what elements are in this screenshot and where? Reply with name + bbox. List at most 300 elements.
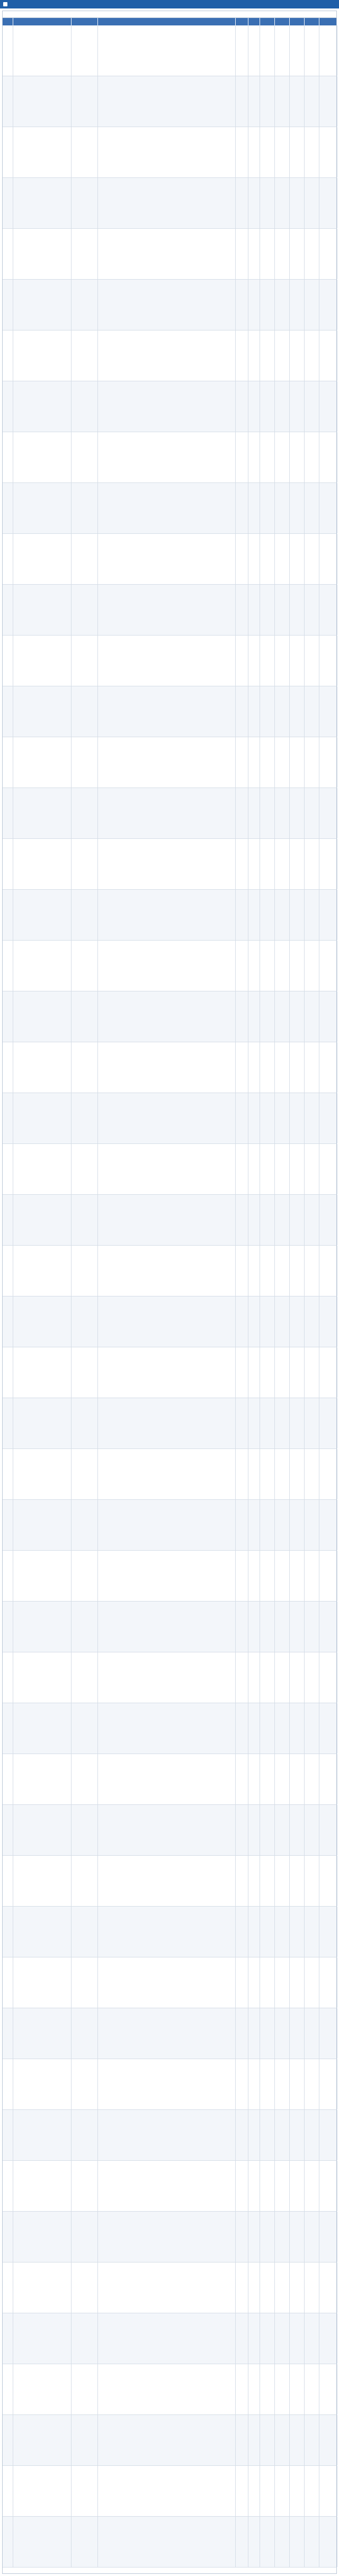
table-cell [305, 229, 319, 279]
table-cell [72, 2313, 98, 2364]
table-cell [275, 2161, 290, 2211]
column-header-5 [236, 18, 248, 25]
table-cell [3, 1246, 13, 1296]
table-cell [236, 2466, 248, 2516]
table-cell [305, 2466, 319, 2516]
table-cell [319, 2161, 337, 2211]
table-cell [248, 2059, 260, 2109]
table-cell [290, 178, 305, 228]
table-cell [13, 1500, 72, 1550]
table-cell [260, 788, 275, 838]
table-cell [13, 2466, 72, 2516]
table-cell [319, 1754, 337, 1804]
table-cell [248, 991, 260, 1042]
table-cell [290, 1195, 305, 1245]
table-cell [248, 1957, 260, 2008]
table-cell [275, 381, 290, 432]
table-cell [248, 330, 260, 381]
table-cell [275, 432, 290, 482]
table-cell [305, 585, 319, 635]
table-cell [3, 1754, 13, 1804]
table-cell [260, 1195, 275, 1245]
table-cell [290, 2008, 305, 2059]
table-cell [305, 788, 319, 838]
table-cell [248, 1754, 260, 1804]
table-row [3, 636, 336, 686]
table-cell [319, 686, 337, 737]
table-cell [13, 1856, 72, 1906]
table-cell [98, 1551, 236, 1601]
table-cell [290, 534, 305, 584]
table-cell [260, 1398, 275, 1448]
column-header-9 [290, 18, 305, 25]
table-cell [275, 1957, 290, 2008]
table-cell [290, 636, 305, 686]
table-cell [3, 1042, 13, 1093]
table-cell [260, 2466, 275, 2516]
table-cell [98, 1602, 236, 1652]
table-cell [72, 1907, 98, 1957]
table-cell [3, 2517, 13, 2567]
table-cell [236, 1754, 248, 1804]
table-cell [275, 636, 290, 686]
table-cell [236, 788, 248, 838]
table-cell [260, 229, 275, 279]
table-cell [275, 76, 290, 127]
table-cell [319, 1398, 337, 1448]
table-cell [319, 1093, 337, 1143]
table-cell [248, 1398, 260, 1448]
table-cell [275, 229, 290, 279]
table-cell [98, 1957, 236, 2008]
table-cell [305, 330, 319, 381]
table-row [3, 585, 336, 636]
table-cell [248, 1042, 260, 1093]
table-cell [98, 1042, 236, 1093]
table-cell [3, 941, 13, 991]
table-cell [248, 1296, 260, 1347]
table-cell [72, 2161, 98, 2211]
table-cell [72, 127, 98, 177]
table-cell [13, 2161, 72, 2211]
column-header-7 [260, 18, 275, 25]
table-cell [319, 2415, 337, 2465]
table-cell [3, 737, 13, 788]
table-cell [319, 737, 337, 788]
table-cell [260, 839, 275, 889]
table-cell [290, 2059, 305, 2109]
table-cell [290, 432, 305, 482]
table-cell [305, 432, 319, 482]
table-cell [236, 1195, 248, 1245]
table-cell [13, 2364, 72, 2414]
table-cell [3, 2262, 13, 2313]
table-cell [236, 25, 248, 76]
table-cell [260, 2313, 275, 2364]
table-row [3, 737, 336, 788]
table-row [3, 890, 336, 941]
table-cell [72, 330, 98, 381]
table-cell [248, 788, 260, 838]
table-cell [13, 1703, 72, 1754]
table-cell [98, 178, 236, 228]
table-cell [98, 2008, 236, 2059]
table-cell [3, 2364, 13, 2414]
table-cell [72, 686, 98, 737]
table-cell [319, 2110, 337, 2160]
table-cell [248, 280, 260, 330]
table-cell [319, 1195, 337, 1245]
table-cell [305, 839, 319, 889]
table-cell [319, 2313, 337, 2364]
table-cell [260, 1551, 275, 1601]
table-cell [236, 1805, 248, 1855]
table-cell [275, 330, 290, 381]
table-cell [236, 2161, 248, 2211]
column-header-2 [13, 18, 72, 25]
table-cell [13, 534, 72, 584]
table-cell [260, 2110, 275, 2160]
table-cell [3, 178, 13, 228]
table-cell [236, 1246, 248, 1296]
table-cell [305, 2110, 319, 2160]
table-cell [319, 788, 337, 838]
table-cell [236, 1449, 248, 1499]
table-row [3, 839, 336, 890]
table-cell [236, 2008, 248, 2059]
table-cell [3, 636, 13, 686]
table-cell [13, 839, 72, 889]
table-cell [98, 788, 236, 838]
table-cell [260, 2517, 275, 2567]
table-cell [248, 432, 260, 482]
table-cell [275, 2262, 290, 2313]
table-cell [236, 686, 248, 737]
table-cell [13, 1551, 72, 1601]
table-cell [260, 1042, 275, 1093]
table-cell [3, 1652, 13, 1703]
table-cell [13, 1957, 72, 2008]
table-cell [236, 2364, 248, 2414]
table-cell [72, 1957, 98, 2008]
table-cell [260, 2059, 275, 2109]
table-cell [290, 1754, 305, 1804]
table-cell [275, 1246, 290, 1296]
table-cell [290, 1347, 305, 1398]
table-row [3, 2517, 336, 2568]
table-cell [319, 381, 337, 432]
table-cell [72, 1602, 98, 1652]
table-cell [248, 2161, 260, 2211]
table-cell [260, 636, 275, 686]
table-cell [248, 2415, 260, 2465]
table-cell [319, 1652, 337, 1703]
table-cell [248, 2262, 260, 2313]
table-cell [3, 1449, 13, 1499]
table-cell [290, 2517, 305, 2567]
table-cell [13, 25, 72, 76]
table-cell [290, 2212, 305, 2262]
table-cell [13, 381, 72, 432]
table-cell [236, 890, 248, 940]
table-cell [236, 483, 248, 533]
table-cell [72, 76, 98, 127]
table-cell [305, 1856, 319, 1906]
table-cell [98, 1703, 236, 1754]
table-cell [3, 1347, 13, 1398]
table-cell [275, 2415, 290, 2465]
table-cell [260, 737, 275, 788]
table-cell [236, 1652, 248, 1703]
table-cell [290, 2262, 305, 2313]
table-cell [72, 1246, 98, 1296]
table-cell [98, 2466, 236, 2516]
table-cell [98, 737, 236, 788]
table-cell [248, 178, 260, 228]
table-cell [3, 2008, 13, 2059]
table-cell [13, 941, 72, 991]
table-cell [98, 229, 236, 279]
table-cell [275, 1907, 290, 1957]
table-cell [305, 1144, 319, 1194]
table-cell [260, 76, 275, 127]
table-row [3, 1703, 336, 1754]
table-cell [72, 1093, 98, 1143]
table-cell [275, 1551, 290, 1601]
table-cell [260, 941, 275, 991]
table-row [3, 1856, 336, 1907]
table-cell [260, 1093, 275, 1143]
table-cell [275, 1347, 290, 1398]
table-cell [72, 432, 98, 482]
table-cell [275, 1703, 290, 1754]
table-cell [236, 1296, 248, 1347]
table-row [3, 1551, 336, 1602]
table-cell [13, 178, 72, 228]
table-cell [290, 127, 305, 177]
table-cell [290, 1551, 305, 1601]
table-cell [305, 1805, 319, 1855]
table-cell [236, 1856, 248, 1906]
table-cell [72, 890, 98, 940]
table-cell [319, 1296, 337, 1347]
table-cell [72, 1144, 98, 1194]
table-row [3, 2364, 336, 2415]
table-cell [319, 127, 337, 177]
table-cell [248, 1856, 260, 1906]
table-cell [275, 991, 290, 1042]
table-cell [72, 2110, 98, 2160]
table-cell [290, 1449, 305, 1499]
table-cell [72, 636, 98, 686]
table-cell [248, 839, 260, 889]
table-cell [13, 991, 72, 1042]
table-row [3, 381, 336, 432]
table-cell [305, 686, 319, 737]
table-cell [236, 2212, 248, 2262]
table-cell [236, 178, 248, 228]
table-cell [260, 585, 275, 635]
table-row [3, 788, 336, 839]
table-cell [260, 1703, 275, 1754]
table-cell [72, 2008, 98, 2059]
table-cell [72, 381, 98, 432]
table-cell [3, 2313, 13, 2364]
table-cell [319, 1500, 337, 1550]
table-cell [13, 585, 72, 635]
table-cell [236, 1347, 248, 1398]
table-cell [72, 1042, 98, 1093]
table-cell [305, 636, 319, 686]
table-cell [98, 2517, 236, 2567]
table-cell [98, 1754, 236, 1804]
table-cell [248, 229, 260, 279]
table-cell [319, 1246, 337, 1296]
table-row [3, 2262, 336, 2313]
table-cell [305, 178, 319, 228]
table-cell [3, 1144, 13, 1194]
table-cell [3, 2161, 13, 2211]
table-cell [319, 941, 337, 991]
table-cell [319, 2364, 337, 2414]
table-cell [72, 1195, 98, 1245]
table-row [3, 2313, 336, 2364]
table-cell [3, 229, 13, 279]
table-cell [275, 280, 290, 330]
table-row [3, 1195, 336, 1246]
table-cell [305, 1652, 319, 1703]
table-cell [13, 2415, 72, 2465]
table-cell [305, 1703, 319, 1754]
table-cell [248, 1347, 260, 1398]
table-cell [305, 1907, 319, 1957]
table-cell [13, 1907, 72, 1957]
table-cell [290, 1398, 305, 1448]
table-cell [260, 280, 275, 330]
table-cell [290, 1703, 305, 1754]
table-cell [236, 839, 248, 889]
table-cell [3, 2059, 13, 2109]
table-cell [275, 2313, 290, 2364]
table-cell [98, 1144, 236, 1194]
table-cell [248, 127, 260, 177]
table-cell [3, 25, 13, 76]
table-cell [3, 1195, 13, 1245]
table-cell [248, 483, 260, 533]
section-icon [3, 2, 7, 6]
table-cell [3, 788, 13, 838]
table-cell [98, 76, 236, 127]
table-cell [305, 1551, 319, 1601]
table-cell [290, 1093, 305, 1143]
table-cell [260, 2262, 275, 2313]
table-cell [275, 1093, 290, 1143]
table-cell [236, 1602, 248, 1652]
table-cell [305, 2262, 319, 2313]
table-cell [3, 1398, 13, 1448]
table-cell [290, 1246, 305, 1296]
table-cell [305, 534, 319, 584]
table-cell [290, 737, 305, 788]
table-cell [275, 585, 290, 635]
table-cell [13, 686, 72, 737]
table-cell [13, 330, 72, 381]
table-cell [275, 2466, 290, 2516]
table-cell [319, 330, 337, 381]
table-cell [13, 1754, 72, 1804]
table-cell [290, 1907, 305, 1957]
table-cell [98, 1246, 236, 1296]
table-cell [305, 1296, 319, 1347]
table-row [3, 1296, 336, 1347]
table-cell [260, 2008, 275, 2059]
table-cell [275, 2059, 290, 2109]
table-cell [248, 1195, 260, 1245]
table-cell [13, 636, 72, 686]
table-cell [305, 1602, 319, 1652]
table-cell [305, 2161, 319, 2211]
table-cell [305, 2517, 319, 2567]
table-cell [72, 2415, 98, 2465]
table-cell [290, 686, 305, 737]
table-cell [275, 1195, 290, 1245]
table-cell [290, 2364, 305, 2414]
table-cell [13, 1144, 72, 1194]
table-cell [3, 1500, 13, 1550]
table-cell [3, 2466, 13, 2516]
table-cell [260, 1500, 275, 1550]
table-cell [72, 737, 98, 788]
table-cell [236, 2110, 248, 2160]
table-cell [98, 1347, 236, 1398]
table-cell [98, 890, 236, 940]
table-cell [319, 1347, 337, 1398]
table-cell [3, 2212, 13, 2262]
table-cell [3, 534, 13, 584]
table-cell [3, 839, 13, 889]
table-cell [290, 1652, 305, 1703]
records-table [2, 11, 337, 2574]
table-cell [319, 890, 337, 940]
table-cell [260, 1652, 275, 1703]
table-cell [72, 788, 98, 838]
table-cell [290, 330, 305, 381]
table-cell [319, 636, 337, 686]
table-cell [290, 839, 305, 889]
table-cell [248, 2517, 260, 2567]
table-cell [98, 1805, 236, 1855]
table-row [3, 2212, 336, 2262]
table-cell [3, 2110, 13, 2160]
table-cell [260, 1805, 275, 1855]
table-cell [260, 381, 275, 432]
table-cell [305, 76, 319, 127]
table-cell [290, 2161, 305, 2211]
table-cell [248, 1805, 260, 1855]
table-cell [305, 2364, 319, 2414]
table-cell [290, 2466, 305, 2516]
table-row [3, 1398, 336, 1449]
table-cell [275, 25, 290, 76]
table-row [3, 1652, 336, 1703]
table-row [3, 483, 336, 534]
table-row [3, 1347, 336, 1398]
table-cell [275, 2364, 290, 2414]
table-cell [275, 2008, 290, 2059]
table-cell [3, 381, 13, 432]
table-row [3, 280, 336, 330]
table-cell [275, 941, 290, 991]
